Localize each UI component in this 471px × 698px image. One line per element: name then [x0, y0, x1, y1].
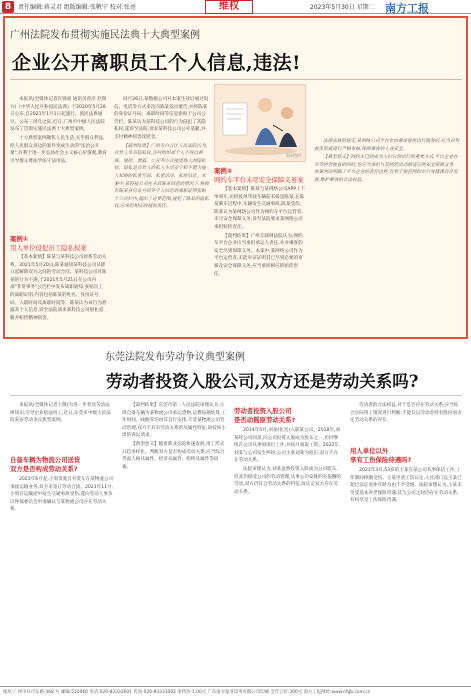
bottom-article-column-4-intro — [350, 402, 462, 442]
paragraph: 同月26日,某数据公司对本案生效后通过短信、电话等方式多次向陈某发出催告,并将陈某的身份证号码、离职时间等信息张贴于公司公告栏。陈某认为某科技公司的行为侵犯了其隐私权,遂诉至法院,请求某科技公司公开道歉,并支付精神损害抚慰金。 — [114, 97, 209, 140]
paragraph: 【基本案情】陈某与某网络公司APP上下单叫车,司机接单驾驶车辆前来接送陈某,在陈某乘车过程中,车辆发生交通事故,陈某受伤。陈某认为某网络公司作为网约车平台运营者,未尽安全保障义务,诉至法院要求某网络公司承担赔偿责任。 — [214, 187, 306, 230]
bottom-case2-heading: 劳动者投资入股公司 — [234, 407, 292, 415]
illustration-image — [214, 84, 306, 162]
bottom-case3-title: 享有工伤保险待遇吗? — [350, 456, 412, 464]
bottom-case2-title: 是否动摇原劳动关系? — [234, 416, 296, 424]
top-article-subtitle: 广州法院发布贯彻实施民法典十大典型案例 — [10, 30, 200, 41]
paragraph: 【裁判结果】广州市白云区人民法院认为,自然人享有隐私权,任何组织或个人不得以刺探、侵扰、泄露、公开等方式侵害他人的隐私权。隐私是自然人的私人生活安宁和不愿为他人知晓的私密空间、私密活动、私密信息。本案中,某科技公司在未获陈某同意的情况下,将载有陈某身份证号码等个人信息的离职证明张贴于公告栏内,超出了必要范围,侵犯了陈某的隐私权,应承担相应的侵权责任。 — [114, 143, 209, 210]
paragraph: 【典型意义】随着新业态的快速发展,用工形式日趋多样化。判断双方是否构成劳动关系,应当综合考虑人格从属性、经济从属性、组织从属性等因素。 — [122, 441, 225, 470]
case1-body — [10, 254, 107, 334]
page-header — [0, 0, 471, 14]
bottom-article-column-1 — [10, 402, 114, 452]
issue-date: 2023年5月30日 星期二 — [310, 4, 375, 11]
section-badge: 维权 — [205, 0, 253, 14]
case1-heading: 案例① — [10, 235, 29, 243]
paragraph: 2014年5月,刘某(化名)入职某公司。2018年,刘某经公司同意,向公司投资入股成为股东之一,但仍继续在公司从事原岗位工作,并按月领取工资。2022年,刘某与公司发生纠纷,公司主张刘某为股东,双方不存在劳动关系。 — [234, 428, 341, 464]
top-article-title: 企业公开离职员工个人信息,违法! — [12, 52, 301, 74]
case1-title: 用人单位侵犯员工隐私权案 — [10, 244, 87, 252]
page-footer: 地址:广州市环市东路 368 号 邮编:510060 电话:020-83333001 传真:020-83333002 零售价:1.00元 广东南方报业印务有限公司印刷 全年订价:300元 南方工报网址:www.nfgb.com.cn — [0, 686, 471, 698]
bottom-case1-title: 双方是否构成劳动关系? — [10, 465, 78, 473]
illustration-caption: 资料图片 — [286, 153, 302, 158]
bottom-case1-body — [10, 476, 114, 681]
paragraph: 【基本案情】陈某与某科技公司原系劳动关系。2021年5月20日,陈某通知某科技公司从即日起解除双方之间的劳动合同。某科技公司对陈某的行为不满,于2021年5月21日在公司内部"非常事务"公告栏中发布离职通知,张贴员工的离职证明,内容包括陈某的姓名、身份证号码、入职时间及离职时间等。陈某认为该行为泄露其个人信息,诉至法院请求某科技公司赔礼道歉并赔偿精神损害。 — [10, 255, 107, 321]
editor-credits: 责任编辑:蒋灵君 组版编辑:张帆宁 校对:张亮 — [18, 4, 136, 11]
paragraph: 劳动者的合法权益,对于是否存在劳动关系,应当综合实际用工情况进行判断,不能仅以劳动者持有股份而否定劳动关系的存在。 — [350, 403, 462, 424]
paragraph: 【裁判结果】东莞市第一人民法院审理认为,小周自备车辆为某物流公司承运货物,运费按趟结算,工作时间、线路等均由其自行安排,不受某物流公司劳动管理,双方不具有劳动关系的从属性特征,故驳回小周的诉讼请求。 — [122, 403, 226, 439]
top-article-column-4 — [314, 138, 462, 334]
paragraph: 2021年3月,53岁的王某在某公司从事保洁工作,工作期间摔倒受伤。王某申请工伤认定,人社部门以王某已超过法定退休年龄为由不予受理。法院审理认为,王某未享受基本养老保险待遇,其与公司之间仍存在劳动关系,有权享受工伤保险待遇。 — [350, 468, 462, 504]
bottom-article-column-2 — [122, 402, 226, 681]
top-article-column-3 — [214, 186, 307, 334]
paragraph: 法院审理认为,刘某虽然投资入股成为公司股东,但其仍接受公司的劳动管理,从事公司安排的有报酬的劳动,双方仍符合劳动关系的特征,故认定双方存在劳动关系。 — [234, 466, 342, 495]
paragraph: 【典型意义】网约车已经成为人们日常出行的重要方式,平台企业在享受经营收益的同时,也应当承担与其经营活动相适应的安全保障义务。本案判决明确了平台企业的责任边界,有利于规范网约车行业健康有序发展,维护乘客的合法权益。 — [314, 155, 458, 183]
paragraph: 本报讯(全媒体记者王敬)为进一步普及劳动法律知识,引导企业依法用工,近日,东莞市中级人民法院发布劳动争议典型案例。 — [10, 403, 111, 424]
paragraph: 十大典型案例聚焦人民生活,关乎群众利益,把人民群众身边的案件变成生动的"法治公开课",有利于进一步弘扬社会主义核心价值观,教育引导群众尊法学法守法用法。 — [10, 135, 107, 164]
illustration-drawing — [215, 85, 306, 162]
title-divider — [10, 79, 462, 80]
bottom-article-subtitle: 东莞法院发布劳动争议典型案例 — [105, 352, 245, 363]
bottom-case3-heading: 用人单位以外 — [350, 447, 389, 455]
masthead-logo: 南方工报 — [385, 2, 429, 15]
paragraph: 【裁判结果】广州互联网法院认为,网约车平台企业应当承担承运人责任,并对乘客的安全尽到保障义务。本案中,某网络公司作为平台运营者,未能举证证明其已尽到必要的审核及安全保障义务,应当承担相应的赔偿责任。 — [214, 233, 303, 277]
case2-heading: 案例② — [214, 167, 233, 175]
case2-title: 网约车平台未尽安全保障义务案 — [214, 176, 304, 184]
page-number: 8 — [2, 1, 14, 13]
paragraph: 2021年6月起,小周驾驶自有货车在某物流公司承接运输业务,双方未签订劳动合同。2021年11月,小周在运输途中发生交通事故受伤,遂向劳动人事争议仲裁委员会申请确认与某物流公司存在劳动关系。 — [10, 477, 114, 513]
title-divider — [10, 395, 462, 396]
top-article-column-1 — [10, 96, 107, 230]
bottom-article-column-3 — [234, 427, 342, 681]
bottom-article-title: 劳动者投资入股公司,双方还是劳动关系吗? — [106, 372, 419, 391]
bottom-article-column-4 — [350, 467, 462, 681]
bottom-case1-heading: 自备车辆为物流公司送货 — [10, 456, 81, 464]
paragraph: 本报讯(全媒体记者许锦豪 通讯员曾洋 赵瑞方)《中华人民共和国民法典》于2020年5月28日公布,自2021年1月1日起施行。值民法典通过、公布三周年之际,近日,广州市中级人民法院发布了贯彻实施民法典十大典型案例。 — [10, 97, 107, 133]
top-article-column-2 — [114, 96, 210, 334]
paragraph: 法律法规的规定,某网络公司平台在向乘客提供出行服务时,应当对驾驶员资质进行严格审核,保障乘客的人身安全。 — [314, 139, 460, 152]
